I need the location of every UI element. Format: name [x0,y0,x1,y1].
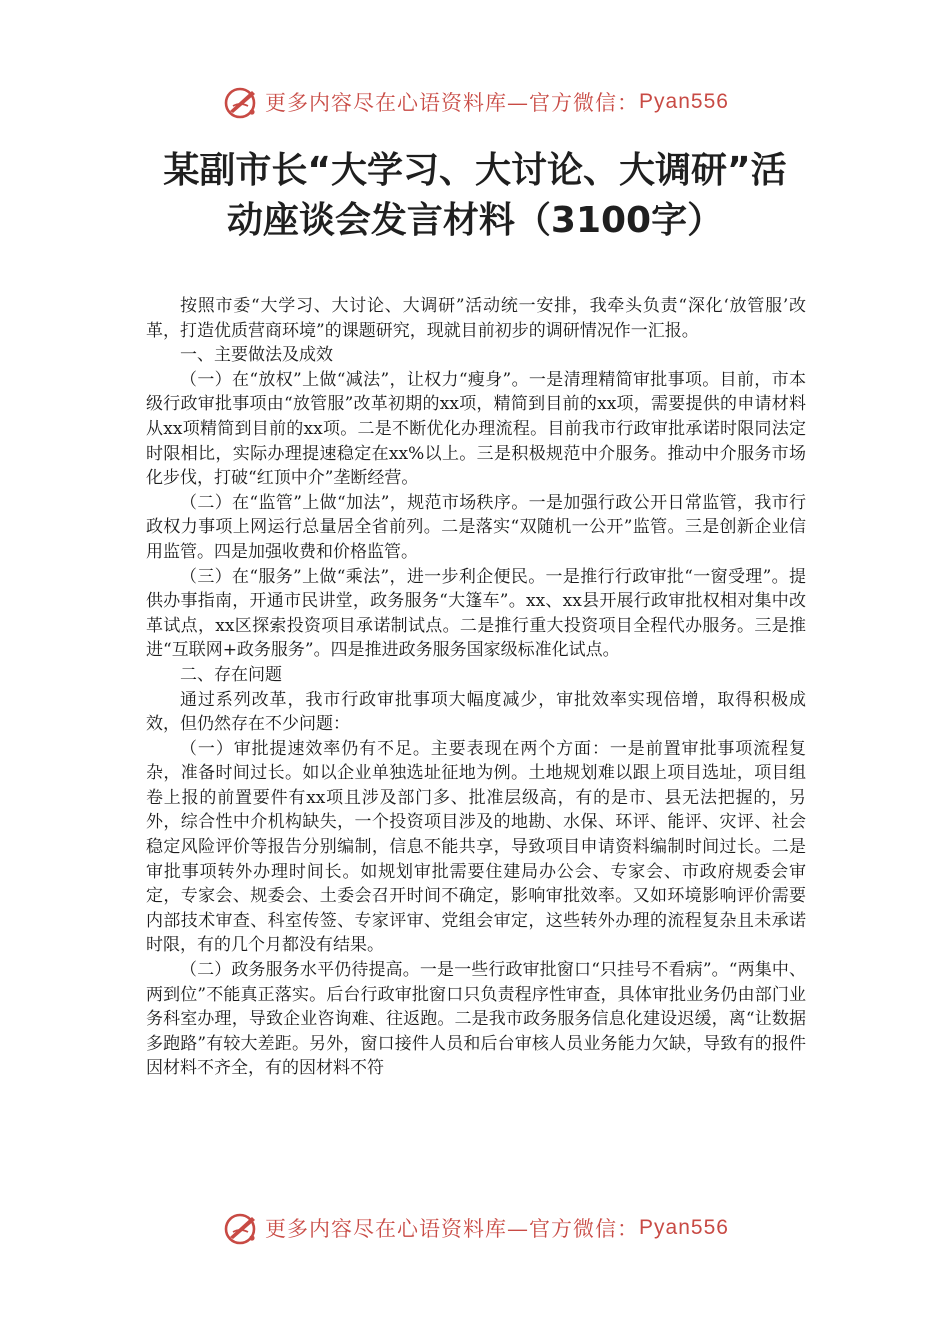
footer-banner [0,1208,950,1248]
banner-wechat-id: Pyan556 [639,90,729,113]
document-body [146,294,806,1081]
document-title [120,146,830,246]
body-paragraph: （一）审批提速效率仍有不足。主要表现在两个方面：一是前置审批事项流程复杂，准备时间过长。如以企业单独选址征地为例。土地规划难以跟上项目选址，项目组卷上报的前置要件有xx项且涉及部门多、批准层级高，有的是市、县无法把握的，另外，综合性中介机构缺失，一个投资项目涉及的地勘、水保、环评、能评、灾评、社会稳定风险评价等报告分别编制，信息不能共享，导致项目申请资料编制时间过长。二是审批事项转外办理时间长。如规划审批需要住建局办公会、专家会、市政府规委会审定，专家会、规委会、土委会召开时间不确定，影响审批效率。又如环境影响评价需要内部技术审查、科室传签、专家评审、党组会审定，这些转外办理的流程复杂且未承诺时限，有的几个月都没有结果。 [146,738,806,956]
body-paragraph: （一）在“放权”上做“减法”，让权力“瘦身”。一是清理精简审批事项。目前，市本级行政审批事项由“放管服”改革初期的xx项，精简到目前的xx项，需要提供的申请材料从xx项精简到目前的xx项。二是不断优化办理流程。目前我市行政审批承诺时限同法定时限相比，实际办理提速稳定在xx%以上。三是积极规范中介服务。推动中介服务市场化步伐，打破“红顶中介”垄断经营。 [146,369,806,489]
header-banner [0,82,950,122]
body-paragraph: （三）在“服务”上做“乘法”，进一步利企便民。一是推行行政审批“一窗受理”。提供办事指南，开通市民讲堂，政务服务“大篷车”。xx、xx县开展行政审批权相对集中改革试点，xx区探索投资项目承诺制试点。二是推行重大投资项目全程代办服务。三是推进“互联网+政务服务”。四是推进政务服务国家级标准化试点。 [146,566,806,661]
banner-text: 更多内容尽在心语资料库—官方微信： [265,91,640,115]
banner-wechat-id: Pyan556 [639,1216,729,1239]
body-paragraph: （二）在“监管”上做“加法”，规范市场秩序。一是加强行政公开日常监管，我市行政权力事项上网运行总量居全省前列。二是落实“双随机一公开”监管。三是创新企业信用监管。四是加强收费和价格监管。 [146,492,806,562]
title-line-1: 某副市长“大学习、大讨论、大调研”活 [163,150,787,191]
section-heading-1: 一、主要做法及成效 [180,345,333,366]
section-heading-2: 二、存在问题 [180,664,282,685]
body-paragraph: 通过系列改革，我市行政审批事项大幅度减少，审批效率实现倍增，取得积极成效，但仍然存在不少问题： [146,689,806,735]
intro-paragraph: 按照市委“大学习、大讨论、大调研”活动统一安排，我牵头负责“深化‘放管服’改革，打造优质营商环境”的课题研究，现就目前初步的调研情况作一汇报。 [146,296,806,341]
pen-book-logo-icon [221,1208,261,1248]
title-line-2: 动座谈会发言材料（3100字） [226,200,724,241]
body-paragraph: （二）政务服务水平仍待提高。一是一些行政审批窗口“只挂号不看病”。“两集中、两到位”不能真正落实。后台行政审批窗口只负责程序性审查，具体审批业务仍由部门业务科室办理，导致企业咨询难、往返跑。二是我市政务服务信息化建设迟缓，离“让数据多跑路”有较大差距。另外，窗口接件人员和后台审核人员业务能力欠缺，导致有的报件因材料不齐全，有的因材料不符 [146,960,806,1079]
banner-text: 更多内容尽在心语资料库—官方微信： [265,1217,640,1241]
pen-book-logo-icon [221,82,261,122]
